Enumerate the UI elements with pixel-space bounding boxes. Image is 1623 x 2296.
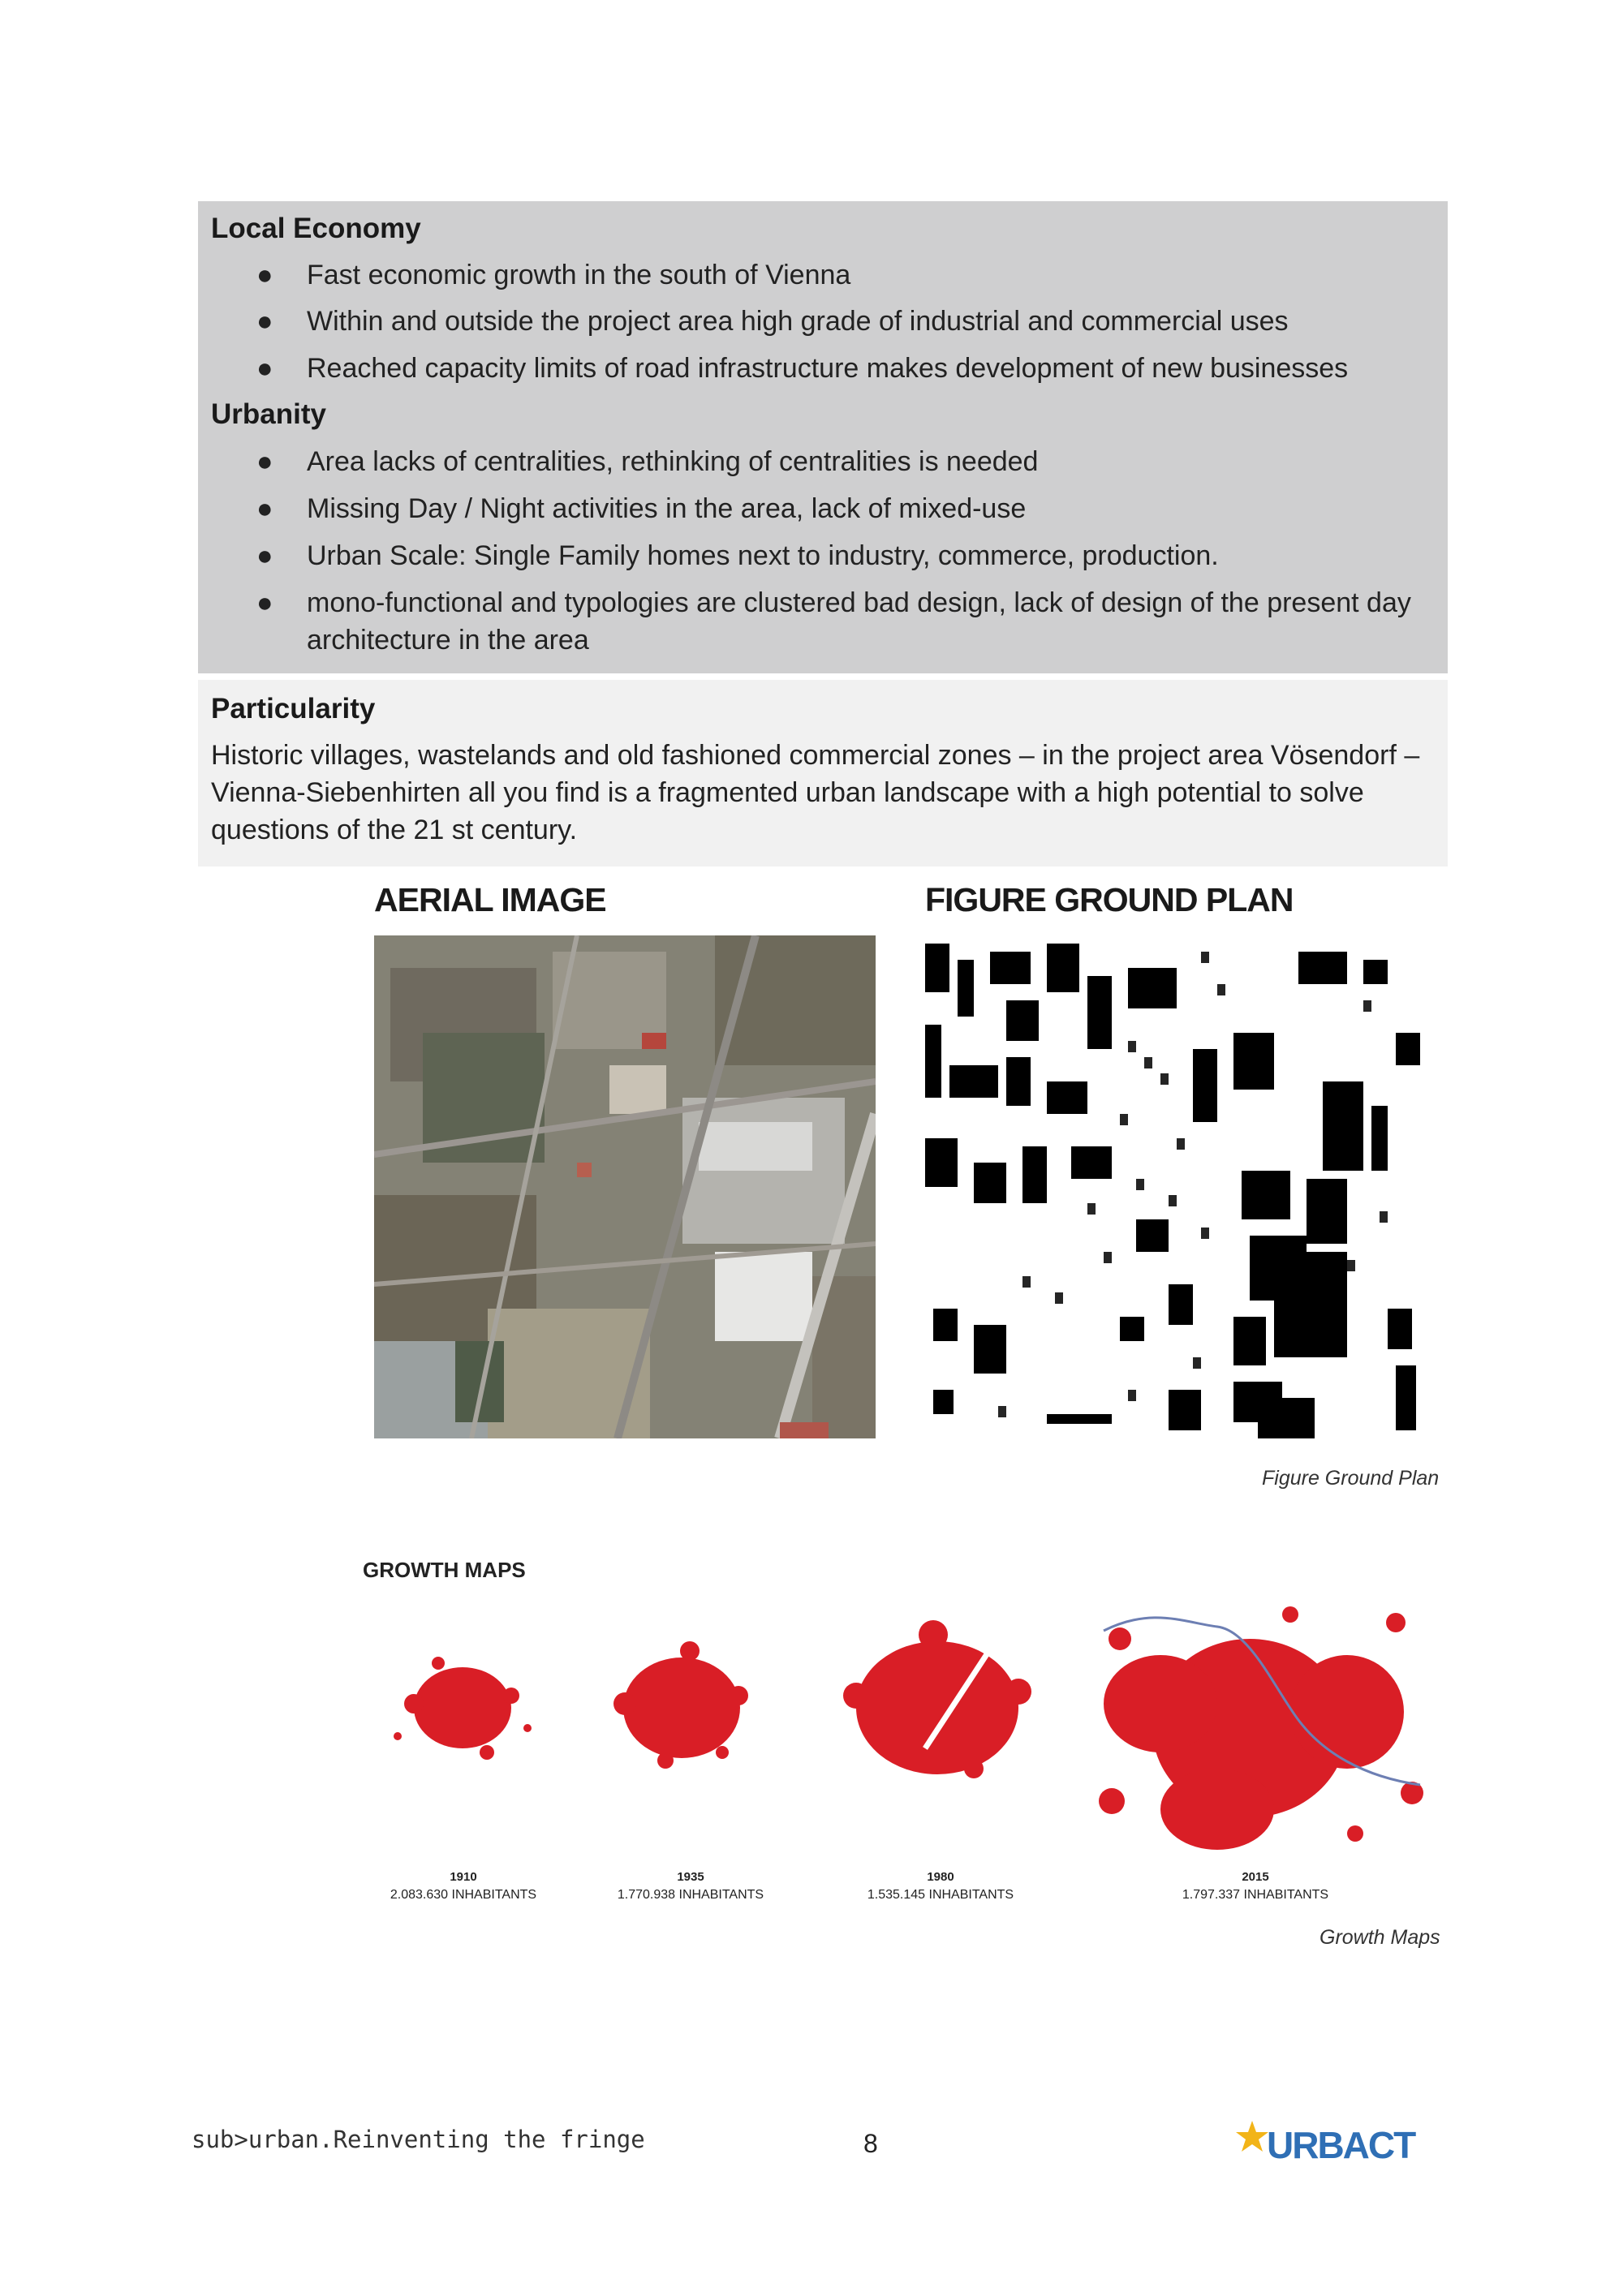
growth-map-2015 — [1087, 1590, 1428, 1858]
urbact-logo — [1236, 2118, 1431, 2166]
figure-ground-plan — [925, 935, 1428, 1438]
list-item: Area lacks of centralities, rethinking of centralities is needed — [307, 446, 1039, 477]
growth-map-year: 1910 — [450, 1870, 477, 1884]
urbanity-heading: Urbanity — [211, 398, 326, 430]
figure-ground-title: FIGURE GROUND PLAN — [925, 881, 1294, 918]
growth-map-1935 — [601, 1631, 763, 1777]
bullet-icon: ● — [256, 353, 273, 384]
bullet-icon: ● — [256, 260, 273, 290]
growth-maps-caption: Growth Maps — [1319, 1926, 1440, 1949]
growth-map-inhabitants: 1.770.938 INHABITANTS — [617, 1888, 764, 1902]
bullet-icon: ● — [256, 446, 273, 477]
growth-maps-title: GROWTH MAPS — [363, 1558, 526, 1582]
star-icon — [1236, 2121, 1268, 2152]
growth-map-year: 1935 — [677, 1870, 704, 1884]
growth-map-inhabitants: 2.083.630 INHABITANTS — [390, 1888, 537, 1902]
bullet-icon: ● — [256, 540, 273, 571]
growth-map-1910 — [381, 1639, 544, 1777]
growth-map-inhabitants: 1.797.337 INHABITANTS — [1182, 1888, 1329, 1902]
growth-map-year: 1980 — [927, 1870, 954, 1884]
particularity-heading: Particularity — [211, 693, 376, 724]
list-item: Within and outside the project area high grade of industrial and commercial uses — [307, 306, 1289, 337]
local-economy-heading: Local Economy — [211, 213, 421, 244]
list-item: Fast economic growth in the south of Vienna — [307, 260, 851, 290]
growth-map-inhabitants: 1.535.145 INHABITANTS — [867, 1888, 1014, 1902]
logo-text: URBACT — [1267, 2124, 1415, 2166]
list-item: Urban Scale: Single Family homes next to industry, commerce, production. — [307, 540, 1219, 571]
page-number: 8 — [863, 2129, 878, 2158]
bullet-icon: ● — [256, 587, 273, 618]
growth-map-year: 2015 — [1242, 1870, 1269, 1884]
aerial-image — [374, 935, 876, 1438]
growth-map-1980 — [836, 1615, 1039, 1785]
bullet-icon: ● — [256, 306, 273, 337]
aerial-image-title: AERIAL IMAGE — [374, 881, 606, 918]
list-item: mono-functional and typologies are clustered bad design, lack of design of the present day architecture in the area — [307, 587, 1411, 656]
figure-ground-caption: Figure Ground Plan — [1262, 1467, 1440, 1490]
particularity-text: Historic villages, wastelands and old fashioned commercial zones – in the project area Vösendorf – Vienna-Siebenhirten all you find is a fragmented urban landscape with a high potential to solve questions of the 21 st century. — [211, 740, 1420, 845]
list-item: Reached capacity limits of road infrastructure makes development of new businesses — [307, 353, 1349, 384]
bullet-icon: ● — [256, 493, 273, 524]
list-item: Missing Day / Night activities in the area, lack of mixed-use — [307, 493, 1027, 524]
footer-title: sub>urban.Reinventing the fringe — [192, 2126, 645, 2153]
